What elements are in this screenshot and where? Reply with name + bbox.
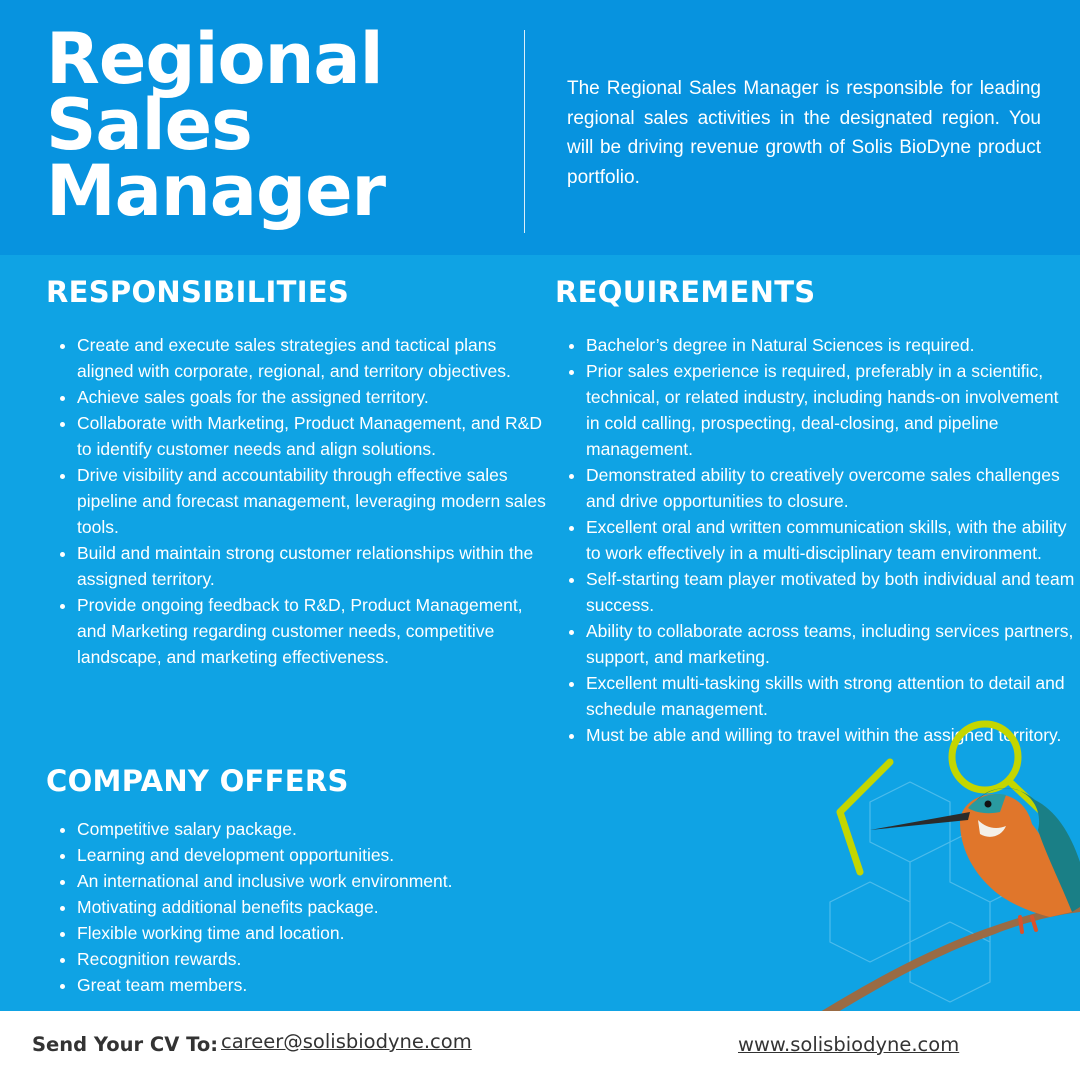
list-item: • Recognition rewards. <box>77 946 547 972</box>
branch-icon <box>820 904 1080 1012</box>
list-item: • Bachelor’s degree in Natural Sciences is required. <box>586 332 1076 358</box>
list-item: • Ability to collaborate across teams, including services partners, support, and marketing. <box>586 618 1076 670</box>
list-item: • Demonstrated ability to creatively overcome sales challenges and drive opportunities to closure. <box>586 462 1076 514</box>
requirements-heading: REQUIREMENTS <box>555 275 816 309</box>
company-offers-list <box>46 816 547 998</box>
list-item: • Must be able and willing to travel within the assigned territory. <box>586 722 1076 748</box>
list-item: • Learning and development opportunities. <box>77 842 547 868</box>
list-item: • Motivating additional benefits package. <box>77 894 547 920</box>
list-item: • Create and execute sales strategies and tactical plans aligned with corporate, regional, and territory objectives. <box>77 332 547 384</box>
list-item: • Drive visibility and accountability through effective sales pipeline and forecast management, leveraging modern sales tools. <box>77 462 547 540</box>
list-item: • Competitive salary package. <box>77 816 547 842</box>
career-email-link[interactable]: career@solisbiodyne.com <box>221 1030 472 1053</box>
title-line-3: Manager <box>46 150 386 232</box>
website-link[interactable]: www.solisbiodyne.com <box>738 1033 960 1056</box>
list-item: • Provide ongoing feedback to R&D, Product Management, and Marketing regarding customer needs, competitive landscape, and marketing effectiveness. <box>77 592 547 670</box>
list-item: • An international and inclusive work environment. <box>77 868 547 894</box>
requirements-list <box>555 332 1076 748</box>
title-line-2: Sales <box>46 84 252 166</box>
header-divider <box>524 30 525 233</box>
kingfisher-illustration <box>810 712 1080 1012</box>
list-item: • Excellent oral and written communication skills, with the ability to work effectively in a multi-disciplinary team environment. <box>586 514 1076 566</box>
kingfisher-icon <box>870 788 1080 932</box>
list-item: • Achieve sales goals for the assigned territory. <box>77 384 547 410</box>
footer <box>0 1011 1080 1080</box>
page-title <box>46 18 386 232</box>
list-item: • Prior sales experience is required, preferably in a scientific, technical, or related industry, including hands-on involvement in cold calling, prospecting, deal-closing, and pipeline management. <box>586 358 1076 462</box>
company-offers-heading: COMPANY OFFERS <box>46 764 349 798</box>
list-item: • Excellent multi-tasking skills with strong attention to detail and schedule management. <box>586 670 1076 722</box>
list-item: • Collaborate with Marketing, Product Management, and R&D to identify customer needs and align solutions. <box>77 410 547 462</box>
header-banner <box>0 0 1080 255</box>
title-line-1: Regional <box>46 18 383 100</box>
intro-text: The Regional Sales Manager is responsible for leading regional sales activities in the designated region. You will be driving revenue growth of Solis BioDyne product portfolio. <box>567 78 1041 188</box>
responsibilities-list <box>46 332 547 670</box>
list-item: • Self-starting team player motivated by both individual and team success. <box>586 566 1076 618</box>
responsibilities-heading: RESPONSIBILITIES <box>46 275 350 309</box>
list-item: • Flexible working time and location. <box>77 920 547 946</box>
list-item: • Great team members. <box>77 972 547 998</box>
list-item: • Build and maintain strong customer relationships within the assigned territory. <box>77 540 547 592</box>
cv-label: Send Your CV To: <box>32 1033 219 1056</box>
